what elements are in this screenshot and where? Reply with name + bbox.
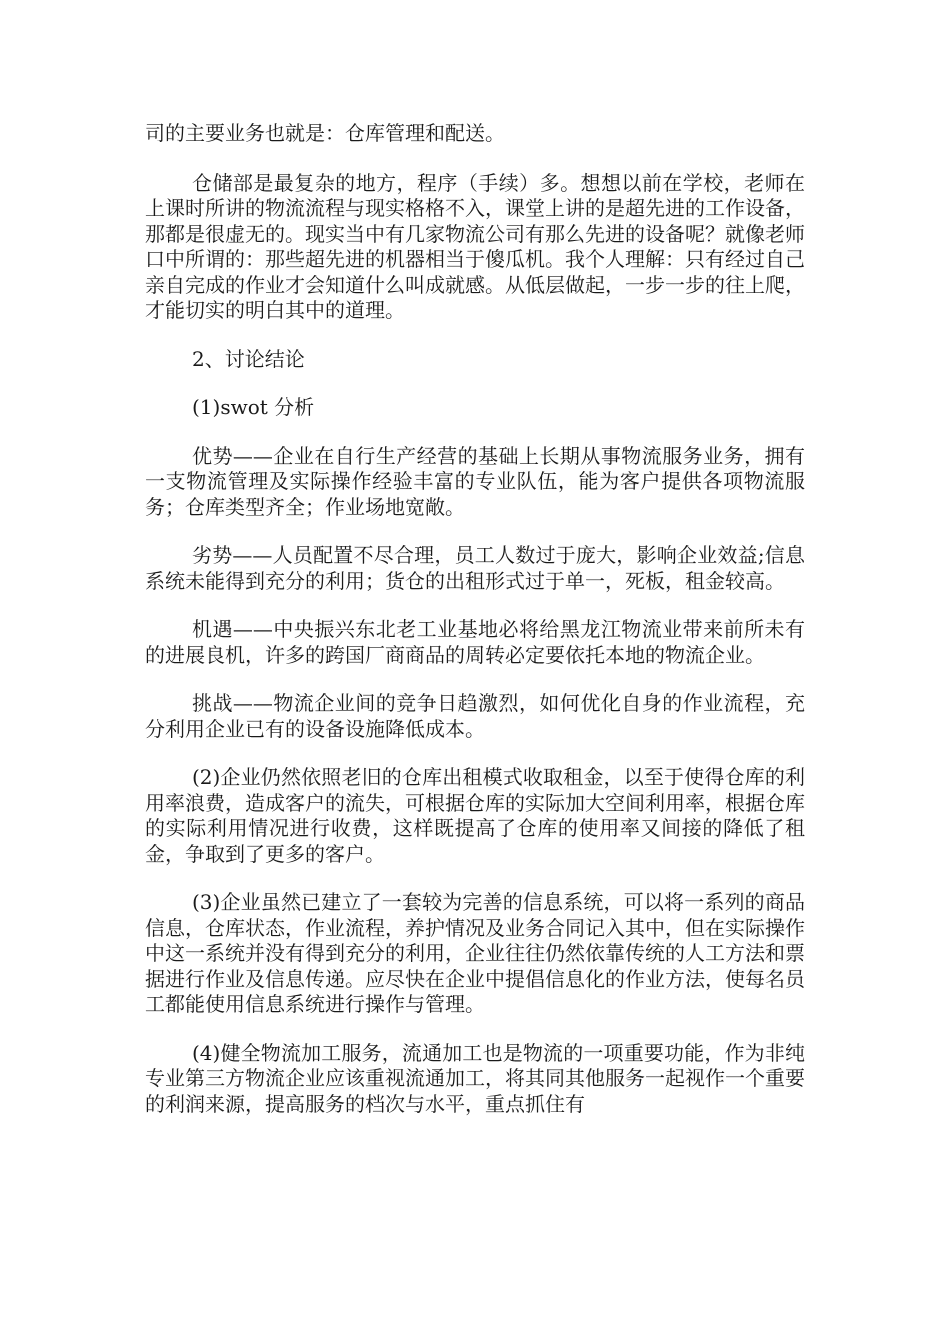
section-heading-discussion: 2、讨论结论 bbox=[192, 346, 305, 371]
paragraph-opportunities: 机遇——中央振兴东北老工业基地必将给黑龙江物流业带来前所未有的进展良机，许多的跨国厂商商品的周转必定要依托本地的物流企业。 bbox=[145, 617, 805, 667]
paragraph-warehouse: 仓储部是最复杂的地方，程序（手续）多。想想以前在学校，老师在上课时所讲的物流流程与现实格格不入，课堂上讲的是超先进的工作设备，那都是很虚无的。现实当中有几家物流公司有那么先进的设备呢？就像老师口中所谓的：那些超先进的机器相当于傻瓜机。我个人理解：只有经过自己亲自完成的作业才会知道什么叫成就感。从低层做起，一步一步的往上爬，才能切实的明白其中的道理。 bbox=[145, 170, 805, 322]
paragraph-threats: 挑战——物流企业间的竞争日趋激烈，如何优化自身的作业流程，充分利用企业已有的设备设施降低成本。 bbox=[145, 691, 805, 741]
document-body bbox=[145, 121, 805, 1140]
paragraph-strengths: 优势——企业在自行生产经营的基础上长期从事物流服务业务，拥有一支物流管理及实际操作经验丰富的专业队伍，能为客户提供各项物流服务；仓库类型齐全；作业场地宽敞。 bbox=[145, 443, 805, 519]
paragraph-weaknesses: 劣势——人员配置不尽合理，员工人数过于庞大，影响企业效益;信息系统未能得到充分的利用；货仓的出租形式过于单一，死板，租金较高。 bbox=[145, 543, 805, 593]
paragraph-intro: 司的主要业务也就是：仓库管理和配送。 bbox=[145, 121, 505, 145]
paragraph-point-4: (4)健全物流加工服务，流通加工也是物流的一项重要功能，作为非纯专业第三方物流企业应该重视流通加工，将其同其他服务一起视作一个重要的利润来源，提高服务的档次与水平，重点抓住有 bbox=[145, 1040, 805, 1116]
subheading-swot: (1)swot 分析 bbox=[192, 395, 315, 419]
paragraph-point-2: (2)企业仍然依照老旧的仓库出租模式收取租金，以至于使得仓库的利用率浪费，造成客户的流失，可根据仓库的实际加大空间利用率，根据仓库的实际利用情况进行收费，这样既提高了仓库的使用率又间接的降低了租金，争取到了更多的客户。 bbox=[145, 765, 805, 866]
paragraph-point-3: (3)企业虽然已建立了一套较为完善的信息系统，可以将一系列的商品信息，仓库状态，作业流程，养护情况及业务合同记入其中，但在实际操作中这一系统并没有得到充分的利用，企业往往仍然依靠传统的人工方法和票据进行作业及信息传递。应尽快在企业中提倡信息化的作业方法，使每名员工都能使用信息系统进行操作与管理。 bbox=[145, 890, 805, 1016]
